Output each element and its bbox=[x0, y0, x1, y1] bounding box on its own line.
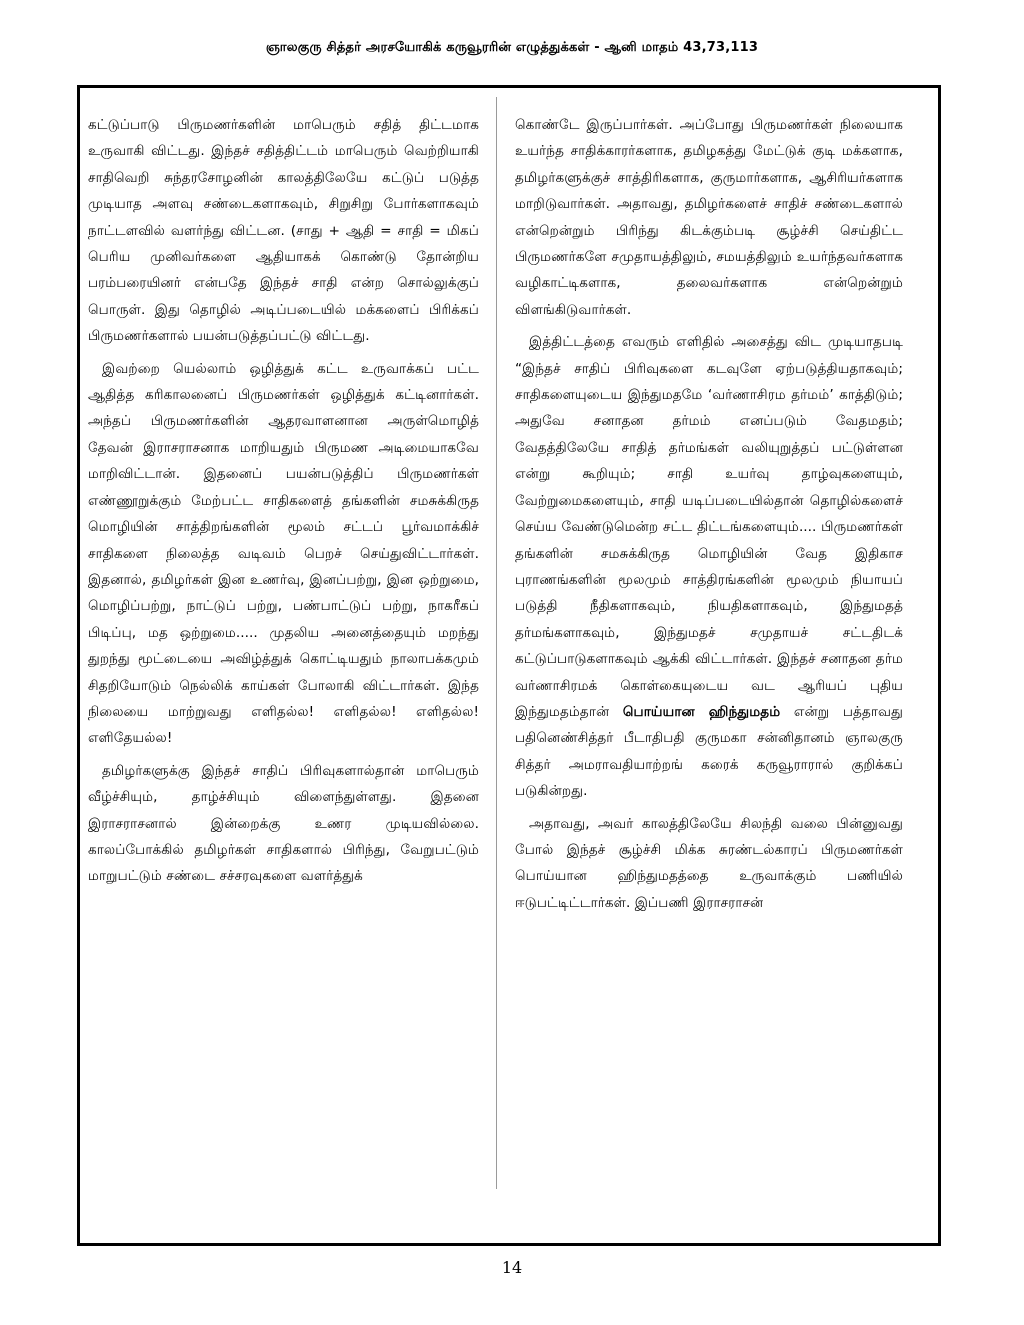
running-header: ஞாலகுரு சித்தர் அரசயோகிக் கருவூரரின் எழுத்துக்கள் - ஆனி மாதம் 43,73,113 bbox=[265, 40, 759, 55]
right-paragraph-2-text-a: இத்திட்டத்தை எவரும் எளிதில் அசைத்து விட முடியாதபடி “இந்தச் சாதிப் பிரிவுகளை கடவுளே ஏற்படுத்தியதாகவும்; சாதிகளையுடைய இந்துமதமே ‘வர்ணாசிரம தர்மம்’ காத்திடும்; அதுவே சனாதன தர்மம் எனப்படும் வேதமதம்; வேதத்திலேயே சாதித் தர்மங்கள் வலியுறுத்தப் பட்டுள்ளன என்று கூறியும்; சாதி உயர்வு தாழ்வுகளையும், வேற்றுமைகளையும், சாதி யடிப்படையில்தான் தொழில்களைச் செய்ய வேண்டுமென்ற சட்ட திட்டங்களையும்.... பிருமணர்கள் தங்களின் சமசுக்கிருத மொழியின் வேத இதிகாச புராணங்களின் மூலமும் சாத்திரங்களின் மூலமும் நியாயப் படுத்தி நீதிகளாகவும், நியதிகளாகவும், இந்துமதத் தர்மங்களாகவும், இந்துமதச் சமுதாயச் சட்டதிடக் கட்டுப்பாடுகளாகவும் ஆக்கி விட்டார்கள். இந்தச் சனாதன தர்ம வர்ணாசிரமக் கொள்கையுடைய வட ஆரியப் புதிய இந்துமதம்தான் bbox=[515, 334, 903, 720]
page-number: 14 bbox=[501, 1258, 523, 1277]
bold-phrase: பொய்யான ஹிந்துமதம் bbox=[622, 703, 781, 720]
right-paragraph-1: கொண்டே இருப்பார்கள். அப்போது பிருமணர்கள் நிலையாக உயர்ந்த சாதிக்காரர்களாக, தமிழகத்து மேட்டுக் குடி மக்களாக, தமிழர்களுக்குச் சாத்திரிகளாக, குருமார்களாக, ஆசிரியர்களாக மாறிடுவார்கள். அதாவது, தமிழர்களைச் சாதிச் சண்டைகளால் என்றென்றும் பிரிந்து கிடக்கும்படி சூழ்ச்சி செய்திட்ட பிருமணர்களே சமுதாயத்திலும், சமயத்திலும் உயர்ந்தவர்களாக வழிகாட்டிகளாக, தலைவர்களாக என்றென்றும் விளங்கிடுவார்கள். bbox=[515, 117, 903, 318]
left-column bbox=[88, 112, 479, 896]
right-paragraph-2-text-b: என்று பத்தாவது பதினெண்சித்தர் பீடாதிபதி குருமகா சன்னிதானம் ஞாலகுரு சித்தர் அமராவதியாற்றங் கரைக் கருவூராரால் குறிக்கப் படுகின்றது. bbox=[515, 703, 903, 800]
right-paragraph-3: அதாவது, அவர் காலத்திலேயே சிலந்தி வலை பின்னுவது போல் இந்தச் சூழ்ச்சி மிக்க சுரண்டல்காரப் பிருமணர்கள் பொய்யான ஹிந்துமதத்தை உருவாக்கும் பணியில் ஈடுபட்டிட்டார்கள். இப்பணி இராசராசன் bbox=[515, 815, 903, 911]
left-paragraph-2: இவற்றை யெல்லாம் ஒழித்துக் கட்ட உருவாக்கப் பட்ட ஆதித்த கரிகாலனைப் பிருமணர்கள் ஒழித்துக் கட்டினார்கள். அந்தப் பிருமணர்களின் ஆதரவாளனான அருள்மொழித் தேவன் இராசராசனாக மாறியதும் பிருமண அடிமையாகவே மாறிவிட்டான். இதனைப் பயன்படுத்திப் பிருமணர்கள் எண்ணூறுக்கும் மேற்பட்ட சாதிகளைத் தங்களின் சமசுக்கிருத மொழியின் சாத்திறங்களின் மூலம் சட்டப் பூர்வமாக்கிச் சாதிகளை நிலைத்த வடிவம் பெறச் செய்துவிட்டார்கள். இதனால், தமிழர்கள் இன உணர்வு, இனப்பற்று, இன ஒற்றுமை, மொழிப்பற்று, நாட்டுப் பற்று, பண்பாட்டுப் பற்று, நாகரீகப் பிடிப்பு, மத ஒற்றுமை..... முதலிய அனைத்தையும் மறந்து துறந்து மூட்டையை அவிழ்த்துக் கொட்டியதும் நாலாபக்கமும் சிதறியோடும் நெல்லிக் காய்கள் போலாகி விட்டார்கள். இந்த நிலையை மாற்றுவது எளிதல்ல! எளிதல்ல! எளிதல்ல! எளிதேயல்ல! bbox=[88, 360, 479, 747]
column-divider bbox=[496, 97, 497, 1189]
right-column bbox=[515, 112, 903, 922]
right-paragraph-2 bbox=[515, 329, 903, 804]
left-paragraph-3: தமிழர்களுக்கு இந்தச் சாதிப் பிரிவுகளால்தான் மாபெரும் வீழ்ச்சியும், தாழ்ச்சியும் விளைந்துள்ளது. இதனை இராசராசனால் இன்றைக்கு உணர முடியவில்லை. காலப்போக்கில் தமிழர்கள் சாதிகளால் பிரிந்து, வேறுபட்டும் மாறுபட்டும் சண்டை சச்சரவுகளை வளர்த்துக் bbox=[88, 762, 479, 885]
left-paragraph-1: கட்டுப்பாடு பிருமணர்களின் மாபெரும் சதித் திட்டமாக உருவாகி விட்டது. இந்தச் சதித்திட்டம் மாபெரும் வெற்றியாகி சாதிவெறி சுந்தரசோழனின் காலத்திலேயே கட்டுப் படுத்த முடியாத அளவு சண்டைகளாகவும், சிறுசிறு போர்களாகவும் நாட்டளவில் வளர்ந்து விட்டன. (சாது + ஆதி = சாதி = மிகப் பெரிய முனிவர்களை ஆதியாகக் கொண்டு தோன்றிய பரம்பரையினர் என்பதே இந்தச் சாதி என்ற சொல்லுக்குப் பொருள். இது தொழில் அடிப்படையில் மக்களைப் பிரிக்கப் பிருமணர்களால் பயன்படுத்தப்பட்டு விட்டது. bbox=[88, 117, 479, 345]
